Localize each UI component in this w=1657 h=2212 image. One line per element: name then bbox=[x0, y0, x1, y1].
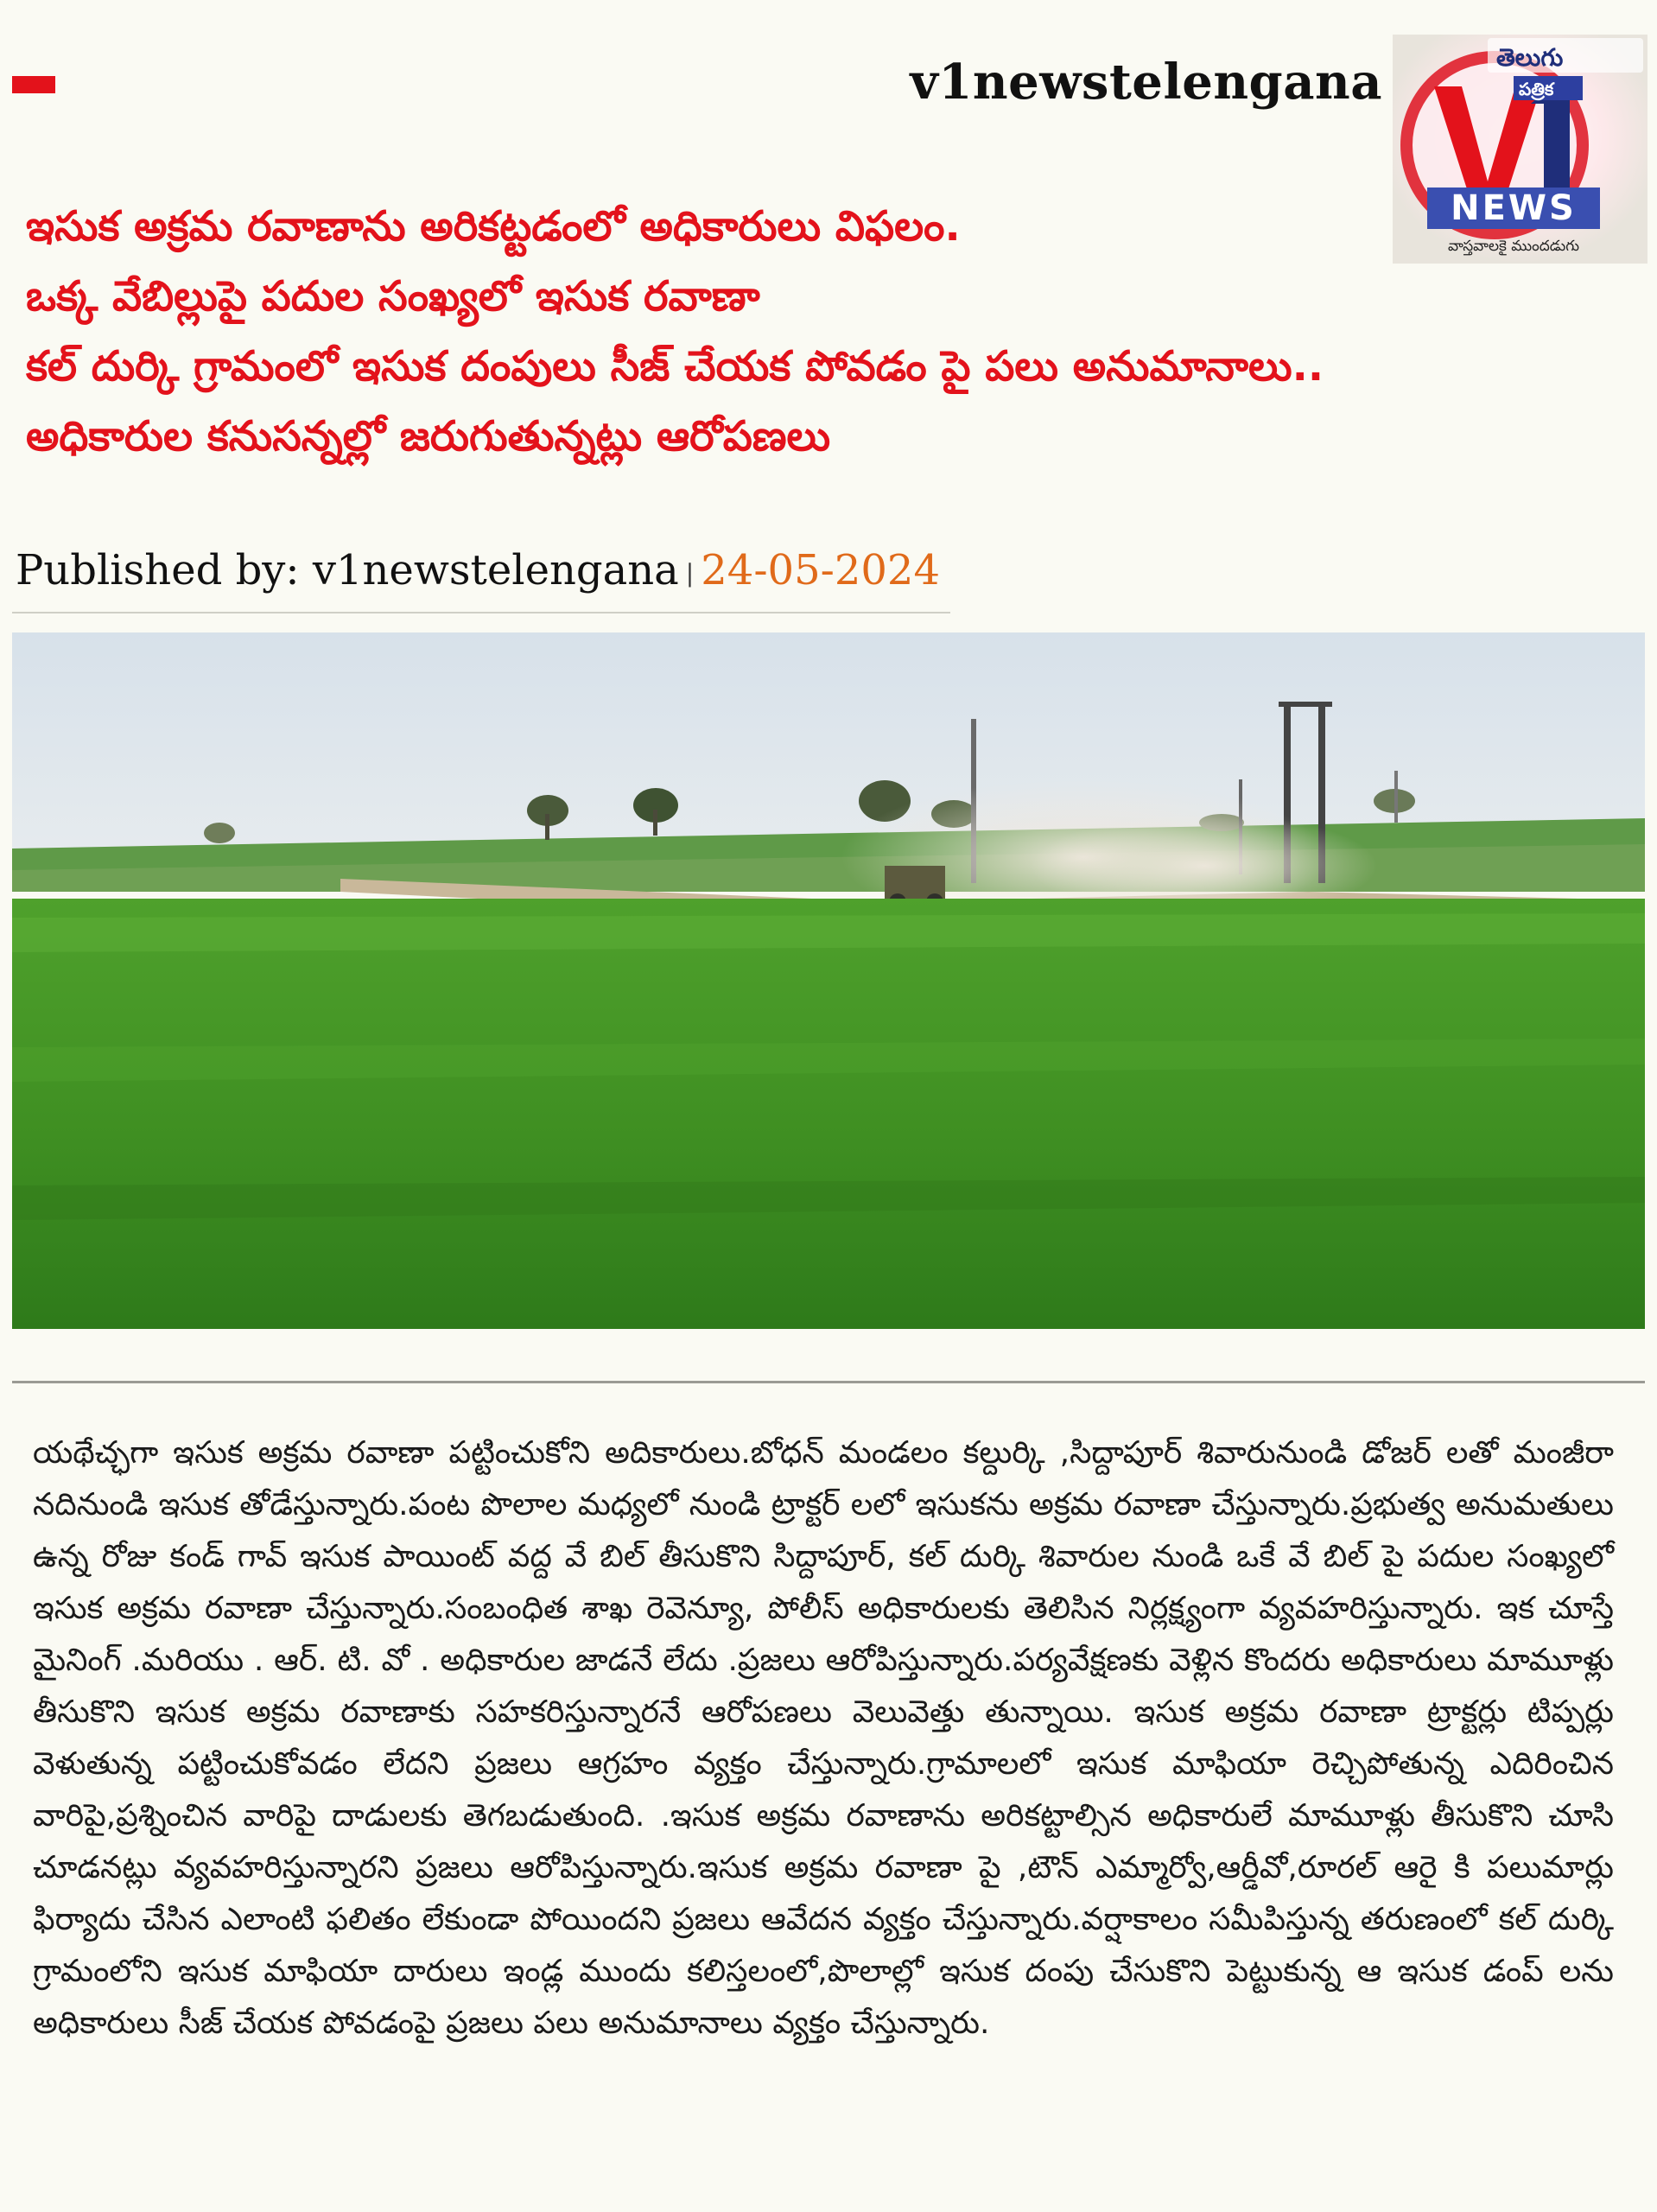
logo-patrika-label: పత్రిక bbox=[1519, 79, 1554, 99]
logo-telugu-label: తెలుగు bbox=[1496, 43, 1564, 72]
logo-news-text: NEWS bbox=[1451, 188, 1577, 228]
logo-one-letter bbox=[1544, 95, 1570, 199]
headline-line-4: అధికారుల కనుసన్నల్లో జరుగుతున్నట్లు ఆరోపణలు bbox=[26, 412, 831, 461]
site-name[interactable]: v1newstelengana bbox=[910, 54, 1382, 111]
byline-divider bbox=[12, 612, 950, 613]
photo-paddy-field bbox=[12, 899, 1645, 1329]
headline-line-2: ఒక్క వేబిల్లుపై పదుల సంఖ్యలో ఇసుక రవాణా bbox=[26, 272, 760, 321]
headline-line-3: కల్ దుర్కి గ్రామంలో ఇసుక దంపులు సీజ్ చేయక పోవడం పై పలు అనుమానాలు.. bbox=[26, 342, 1324, 391]
byline bbox=[16, 546, 940, 594]
byline-separator: | bbox=[685, 559, 695, 588]
byline-publisher: Published by: v1newstelengana bbox=[16, 546, 679, 594]
red-accent-mark bbox=[12, 76, 55, 93]
article-body: యథేచ్ఛగా ఇసుక అక్రమ రవాణా పట్టించుకోని అదికారులు.బోధన్ మండలం కల్దుర్కి ,సిద్దాపూర్ శివారునుండి డోజర్ లతో మంజీరా నదినుండి ఇసుక తోడేస్తున్నారు.పంట పొలాల మధ్యలో నుండి ట్రాక్టర్ లలో ఇసుకను అక్రమ రవాణా చేస్తున్నారు.ప్రభుత్వ అనుమతులు ఉన్న రోజు కండ్ గావ్ ఇసుక పాయింట్ వద్ద వే బిల్ తీసుకొని సిద్దాపూర్, కల్ దుర్కి శివారుల నుండి ఒకే వే బిల్ పై పదుల సంఖ్యలో ఇసుక అక్రమ రవాణా చేస్తున్నారు.సంబంధిత శాఖ రెవెన్యూ, పోలీస్ అధికారులకు తెలిసిన నిర్లక్ష్యంగా వ్యవహరిస్తున్నారు. ఇక చూస్తే మైనింగ్ .మరియు . ఆర్. టి. వో . అధికారుల జాడనే లేదు .ప్రజలు ఆరోపిస్తున్నారు.పర్యవేక్షణకు వెళ్లిన కొందరు అధికారులు మామూళ్లు తీసుకొని ఇసుక అక్రమ రవాణాకు సహకరిస్తున్నారనే ఆరోపణలు వెలువెత్తు తున్నాయి. ఇసుక అక్రమ రవాణా ట్రాక్టర్లు టిప్పర్లు వెళుతున్న పట్టించుకోవడం లేదని ప్రజలు ఆగ్రహం వ్యక్తం చేస్తున్నారు.గ్రామాలలో ఇసుక మాఫియా రెచ్చిపోతున్న ఎదిరించిన వారిపై,ప్రశ్నించిన వారిపై దాడులకు తెగబడుతుంది. .ఇసుక అక్రమ రవాణాను అరికట్టాల్సిన అధికారులే మామూళ్లు తీసుకొని చూసి చూడనట్లు వ్యవహరిస్తున్నారని ప్రజలు ఆరోపిస్తున్నారు.ఇసుక అక్రమ రవాణా పై ,టౌన్ ఎమ్మార్వో,ఆర్డీవో,రూరల్ ఆరై కి పలుమార్లు ఫిర్యాదు చేసిన ఎలాంటి ఫలితం లేకుండా పోయిందని ప్రజలు ఆవేదన వ్యక్తం చేస్తున్నారు.వర్షాకాలం సమీపిస్తున్న తరుణంలో కల్ దుర్కి గ్రామంలోని ఇసుక మాఫియా దారులు ఇండ్ల ముందు కలిస్తలంలో,పొలాల్లో ఇసుక దంపు చేసుకొని పెట్టుకున్న ఆ ఇసుక డంప్ లను అధికారులు సీజ్ చేయక పోవడంపై ప్రజలు పలు అనుమానాలు వ్యక్తం చేస్తున్నారు. bbox=[33, 1435, 1614, 2041]
logo-tagline: వాస్తవాలకై ముందడుగు bbox=[1447, 238, 1580, 255]
headline-block bbox=[26, 192, 1495, 472]
article-photo bbox=[12, 632, 1645, 1329]
publish-date: 24-05-2024 bbox=[701, 546, 940, 594]
section-divider bbox=[12, 1381, 1645, 1383]
headline-line-1: ఇసుక అక్రమ రవాణాను అరికట్టడంలో అధికారులు విఫలం. bbox=[26, 202, 961, 251]
